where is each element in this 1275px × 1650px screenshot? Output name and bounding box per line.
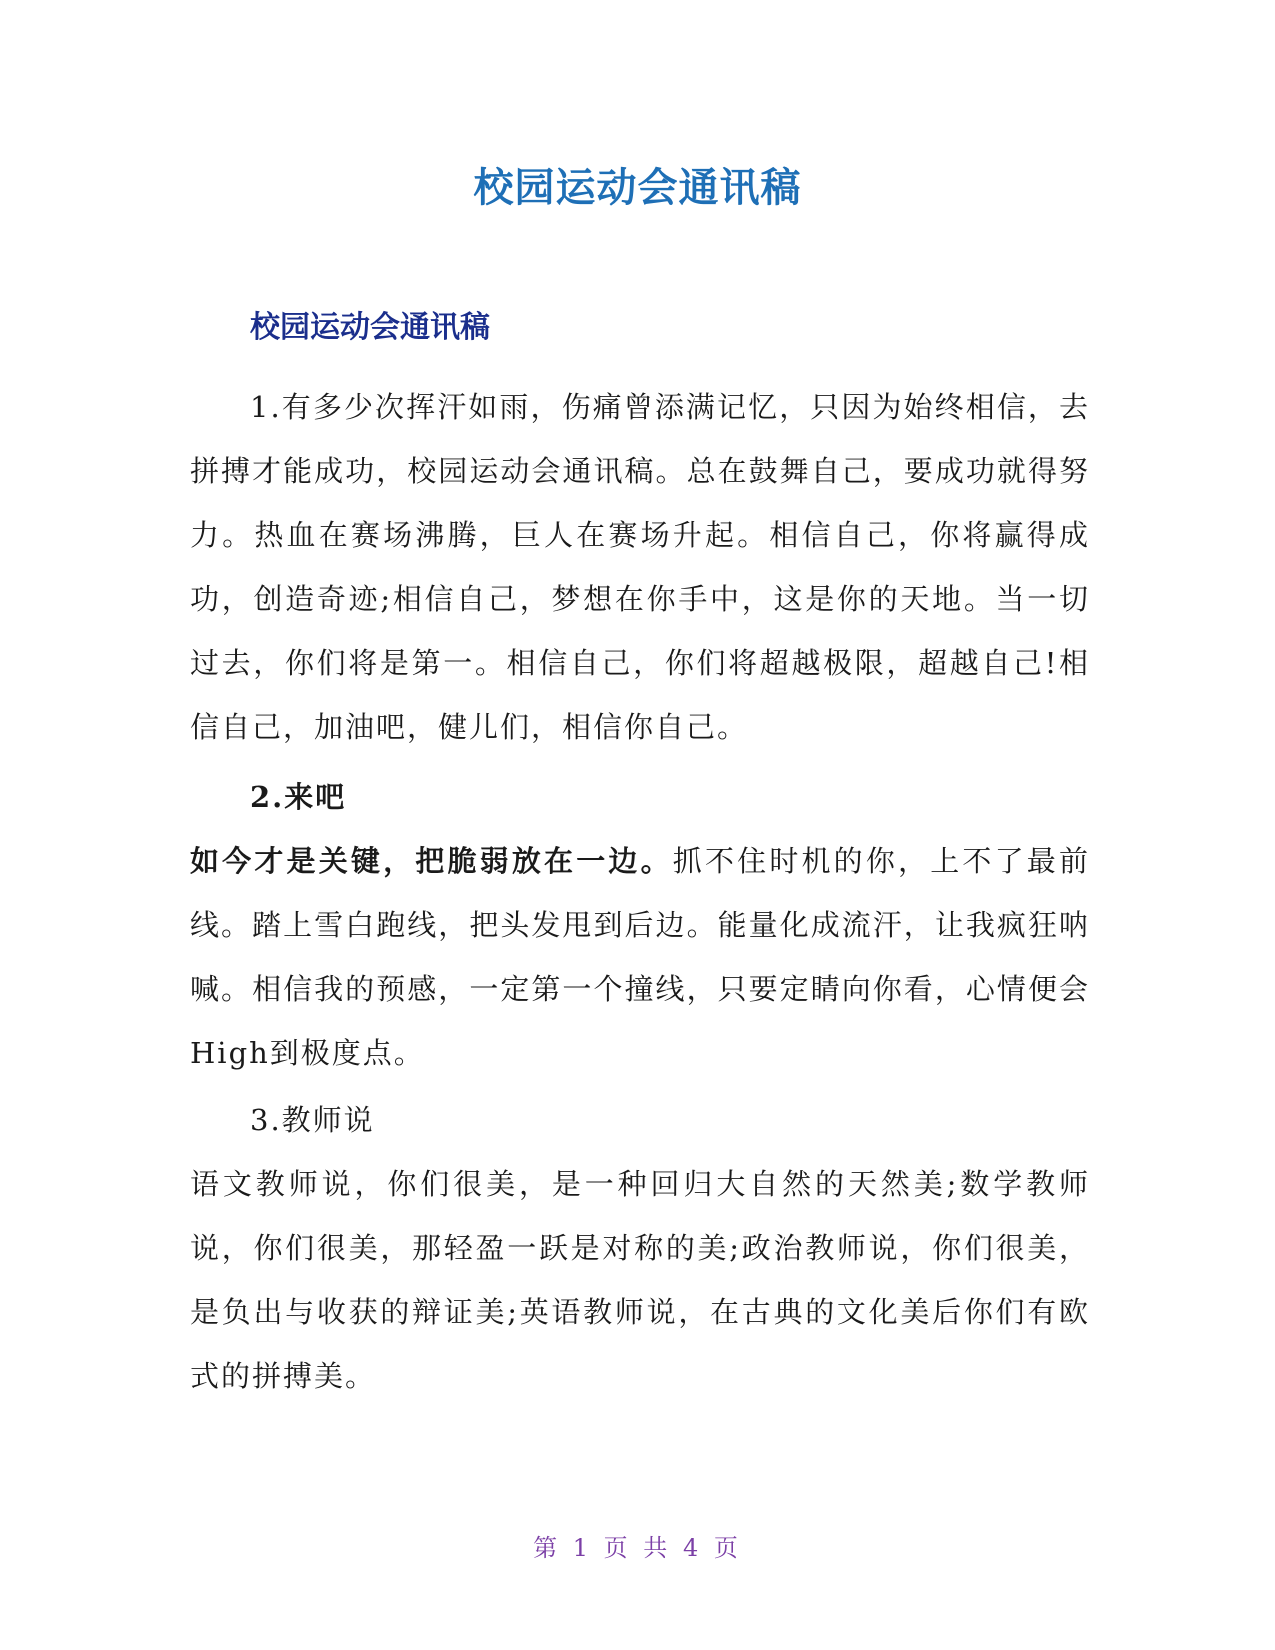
paragraph-3: 语文教师说，你们很美，是一种回归大自然的天然美;数学教师说，你们很美，那轻盈一跃是对称的美;政治教师说，你们很美，是负出与收获的辩证美;英语教师说，在古典的文化美后你们有欧式的拼搏美。 [190, 1167, 1090, 1393]
heading-3: 3.教师说 [250, 1103, 375, 1137]
paragraph-2 [190, 829, 1090, 1085]
page-footer: 第 1 页 共 4 页 [533, 1534, 742, 1562]
section-title: 校园运动会通讯稿 [250, 310, 490, 345]
paragraph-1: 1.有多少次挥汗如雨，伤痛曾添满记忆，只因为始终相信，去拼搏才能成功，校园运动会通讯稿。总在鼓舞自己，要成功就得努力。热血在赛场沸腾，巨人在赛场升起。相信自己，你将赢得成功，创造奇迹;相信自己，梦想在你手中，这是你的天地。当一切过去，你们将是第一。相信自己，你们将超越极限，超越自己!相信自己，加油吧，健儿们，相信你自己。 [190, 390, 1090, 744]
heading-2: 2.来吧 [250, 780, 347, 814]
page-title: 校园运动会通讯稿 [473, 165, 802, 211]
paragraph-2-lead: 如今才是关键，把脆弱放在一边。 [190, 844, 673, 878]
paragraph-2-text: 抓不住时机的你，上不了最前线。踏上雪白跑线，把头发甩到后边。能量化成流汗，让我疯狂呐喊。相信我的预感，一定第一个撞线，只要定睛向你看，心情便会High到极度点。 [190, 844, 1090, 1070]
